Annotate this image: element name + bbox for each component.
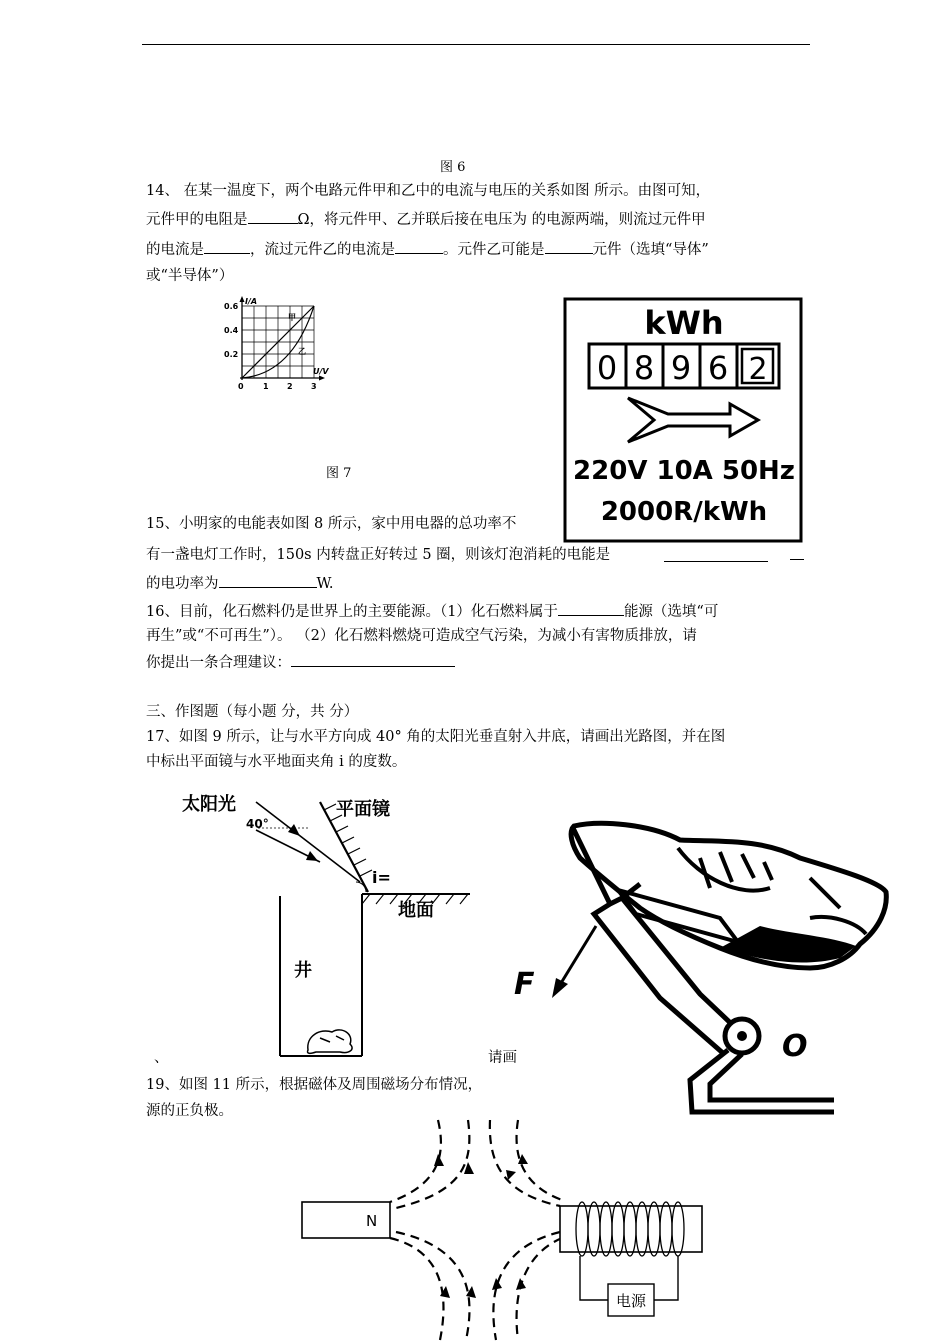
q15-line1: 15、小明家的电能表如图 8 所示，家中用电器的总功率不 (146, 516, 517, 532)
y-tick: 0.2 (224, 350, 239, 359)
ray-arrow-icon (288, 824, 300, 836)
figure-7-graph (222, 296, 342, 396)
q18-fragment: 请画 (488, 1050, 517, 1066)
q14-text: Ω，将元件甲、乙并联后接在电压为 的电源两端，则流过元件甲 (297, 212, 706, 228)
q16-text: 你提出一条合理建议： (146, 655, 291, 671)
q14-text: 的电流是 (146, 242, 204, 258)
q15-text: 的电功率为 (146, 576, 219, 592)
q14-text: 。元件乙可能是 (443, 242, 545, 258)
x-axis-arrow (319, 376, 325, 381)
q14-line2 (146, 209, 706, 230)
figure-9-well (170, 788, 500, 1060)
power-source-label: 电源 (615, 1292, 647, 1310)
figure-7-caption: 图 7 (326, 466, 352, 481)
curve-jia-label: 甲 (288, 313, 296, 322)
q18-fragment: 、 (154, 1050, 169, 1066)
meter-digit: 9 (670, 349, 692, 387)
q14-line1: 14、 在某一温度下，两个电路元件甲和乙中的电流与电压的关系如图 所示。由图可知， (146, 183, 711, 199)
answer-blank[interactable] (204, 239, 250, 254)
magnet-pole-label: N (366, 1212, 378, 1230)
angle-i-label: i= (372, 868, 391, 887)
q15-line2-tail (790, 559, 804, 560)
x-tick: 0 (238, 382, 244, 391)
answer-blank[interactable] (545, 239, 593, 254)
ray-arrow-icon (306, 851, 318, 861)
y-axis-label: I/A (245, 297, 258, 306)
curve-yi-label: 乙 (298, 347, 306, 356)
figure-6-caption: 图 6 (440, 160, 466, 175)
pedal-plate (618, 890, 738, 942)
q16-line3 (146, 652, 455, 673)
meter-digit: 0 (596, 349, 618, 387)
y-tick: 0.6 (224, 302, 239, 311)
q15-line3 (146, 573, 333, 594)
q15-text: W. (316, 576, 334, 592)
figure-11-magnet (290, 1114, 720, 1344)
force-arrowhead-icon (552, 978, 568, 998)
force-arrow (558, 926, 596, 988)
section-3-heading: 三、作图题（每小题 分，共 分） (146, 704, 359, 720)
ground-label: 地面 (398, 900, 434, 921)
angle-label: 40° (246, 817, 269, 831)
answer-blank[interactable] (664, 561, 768, 562)
q14-text: 元件甲的电阻是 (146, 212, 248, 228)
pedal-lever (572, 826, 740, 1054)
field-arrow-icon (516, 1278, 526, 1290)
y-axis-arrow (240, 296, 245, 302)
solenoid-core (560, 1206, 702, 1252)
q17-line1: 17、如图 9 所示，让与水平方向成 40° 角的太阳光垂直射入井底，请画出光路图，并在图 (146, 729, 726, 745)
frog-icon (307, 1030, 352, 1053)
field-arrow-icon (464, 1162, 474, 1174)
field-arrow-icon (492, 1278, 502, 1290)
x-axis-label: U/V (313, 367, 329, 376)
sunlight-label: 太阳光 (182, 794, 236, 815)
q14-line3 (146, 239, 709, 260)
answer-blank[interactable] (219, 573, 317, 588)
q16-line2: 再生”或“不可再生”）。 （2）化石燃料燃烧可造成空气污染，为减小有害物质排放，请 (146, 628, 697, 644)
y-tick: 0.4 (224, 326, 239, 335)
meter-rating: 220V 10A 50Hz (573, 456, 795, 486)
q19-line2: 源的正负极。 (146, 1103, 233, 1119)
shoe-laces (678, 848, 840, 908)
q16-text: 能源（选填“可 (623, 604, 719, 620)
meter-unit: kWh (644, 304, 724, 342)
pedal-bracket (690, 1050, 834, 1112)
x-tick: 2 (287, 382, 293, 391)
meter-digit: 6 (707, 349, 729, 387)
figure-8-meter (562, 296, 806, 544)
pivot-center (737, 1031, 747, 1041)
mirror-label: 平面镜 (336, 799, 390, 820)
q16-text: 16、目前，化石燃料仍是世界上的主要能源。（1）化石燃料属于 (146, 604, 558, 620)
q14-text: 元件（选填“导体” (592, 242, 709, 258)
header-rule (142, 44, 810, 45)
q16-line1 (146, 601, 718, 622)
answer-blank[interactable] (558, 601, 624, 616)
q15-text: 有一盏电灯工作时，150s 内转盘正好转过 5 圈，则该灯泡消耗的电能是 (146, 547, 611, 563)
force-label: F (514, 967, 535, 1002)
q17-line2: 中标出平面镜与水平地面夹角 i 的度数。 (146, 754, 407, 770)
field-lines (390, 1120, 562, 1340)
meter-digit: 8 (633, 349, 655, 387)
q15-line2 (146, 545, 611, 565)
well-label: 井 (294, 960, 312, 981)
x-tick: 1 (263, 382, 269, 391)
figure-10-pedal (510, 818, 890, 1136)
x-tick: 3 (311, 382, 317, 391)
q14-line4: 或“半导体”） (146, 268, 234, 284)
q19-line1: 19、如图 11 所示，根据磁体及周围磁场分布情况， (146, 1077, 483, 1093)
q14-text: ，流过元件乙的电流是 (250, 242, 395, 258)
pivot-label: O (782, 1029, 808, 1064)
answer-blank[interactable] (291, 652, 455, 667)
meter-digit: 2 (748, 352, 768, 387)
shoe-toe-cap (810, 917, 866, 934)
answer-blank[interactable] (395, 239, 443, 254)
meter-constant: 2000R/kWh (600, 497, 768, 527)
answer-blank[interactable] (248, 209, 298, 224)
